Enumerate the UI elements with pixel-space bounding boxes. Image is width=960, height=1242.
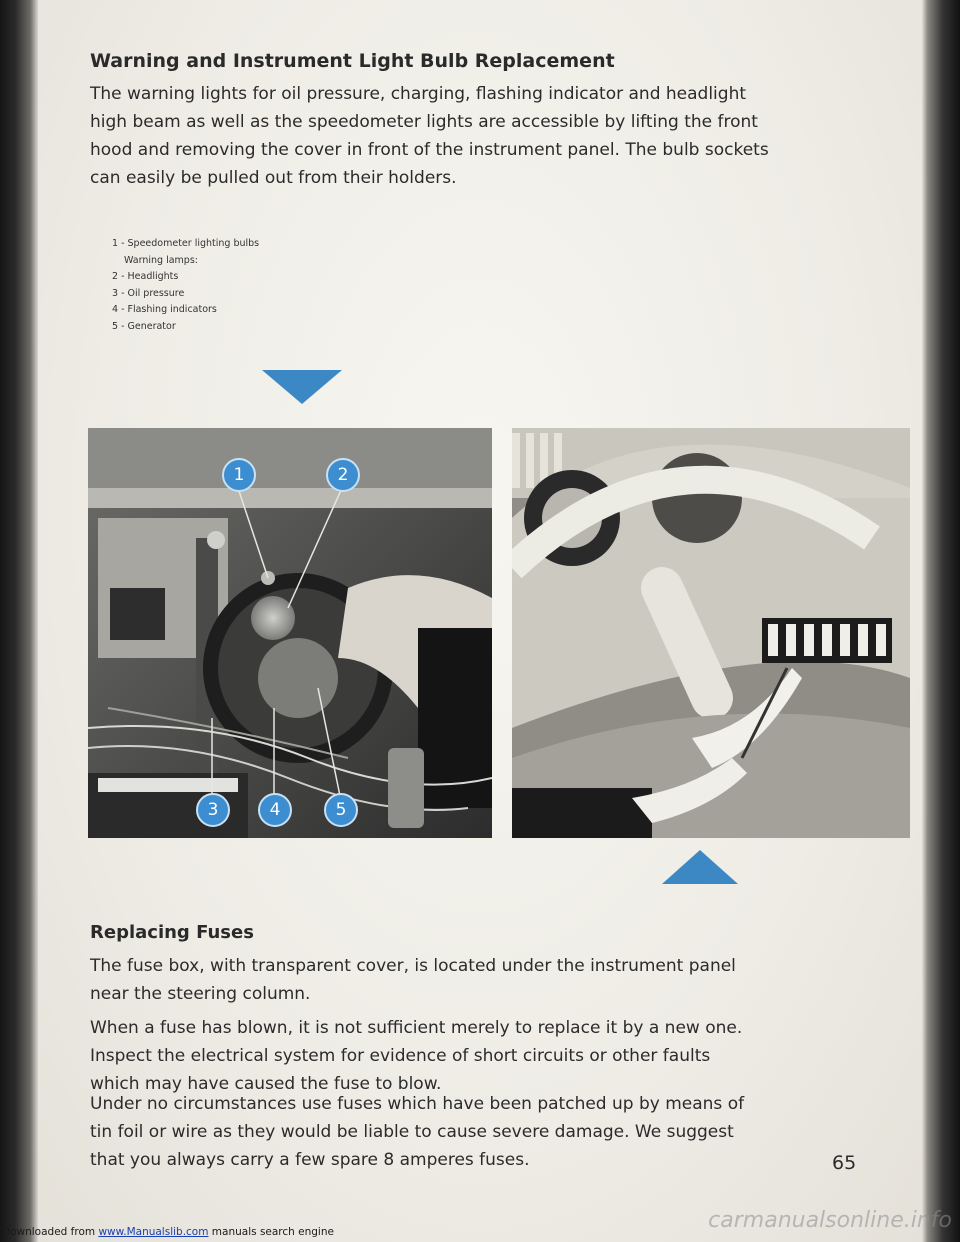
fuses-paragraph-1: The fuse box, with transparent cover, is located under the instrument panel near the steering column. — [90, 956, 736, 1004]
section-title-replacing-fuses: Replacing Fuses — [90, 922, 254, 943]
marker-3: 3 — [196, 793, 230, 827]
marker-2: 2 — [326, 458, 360, 492]
legend-item-5: 5 - Generator — [112, 320, 176, 332]
marker-4: 4 — [258, 793, 292, 827]
footer-link[interactable]: www.Manualslib.com — [98, 1226, 209, 1238]
fuses-paragraph-3: Under no circumstances use fuses which have been patched up by means of tin foil or wire as they would be liable to cause severe damage. We suggest that you always carry a few spare 8 amperes fuses. — [90, 1094, 745, 1170]
fuses-paragraph-2: When a fuse has blown, it is not sufficient merely to replace it by a new one. Inspect the electrical system for evidence of short circuits or other faults which may have caused the fuse to blow. — [90, 1018, 743, 1094]
fuse-box-illustration — [512, 428, 910, 838]
legend-item-2: 2 - Headlights — [112, 271, 179, 282]
download-footer — [2, 1226, 334, 1238]
figure-legend — [112, 236, 259, 335]
marker-1: 1 — [222, 458, 256, 492]
section-title-bulb-replacement: Warning and Instrument Light Bulb Replacement — [90, 50, 615, 72]
arrow-up-icon — [662, 850, 738, 884]
fuse-box-photo — [512, 428, 910, 838]
instrument-panel-photo — [88, 428, 492, 838]
legend-item-4: 4 - Flashing indicators — [112, 304, 217, 315]
arrow-down-icon — [262, 370, 342, 404]
page-number: 65 — [832, 1152, 857, 1174]
footer-suffix: manuals search engine — [208, 1226, 334, 1238]
legend-subheading: Warning lamps: — [124, 254, 198, 266]
legend-item-3: 3 - Oil pressure — [112, 287, 185, 299]
book-edge-right — [922, 0, 960, 1242]
instrument-panel-illustration — [88, 428, 492, 838]
watermark: carmanualsonline.info — [708, 1208, 952, 1233]
bulb-replacement-paragraph: The warning lights for oil pressure, charging, flashing indicator and headlight high beam as well as the speedometer lights are accessible by lifting the front hood and removing the cover in front of the instrument panel. The bulb sockets can easily be pulled out from their holders. — [90, 84, 769, 188]
book-spine-left — [0, 0, 38, 1242]
footer-prefix: Downloaded from — [2, 1226, 99, 1238]
marker-5: 5 — [324, 793, 358, 827]
legend-item-1: 1 - Speedometer lighting bulbs — [112, 238, 260, 249]
